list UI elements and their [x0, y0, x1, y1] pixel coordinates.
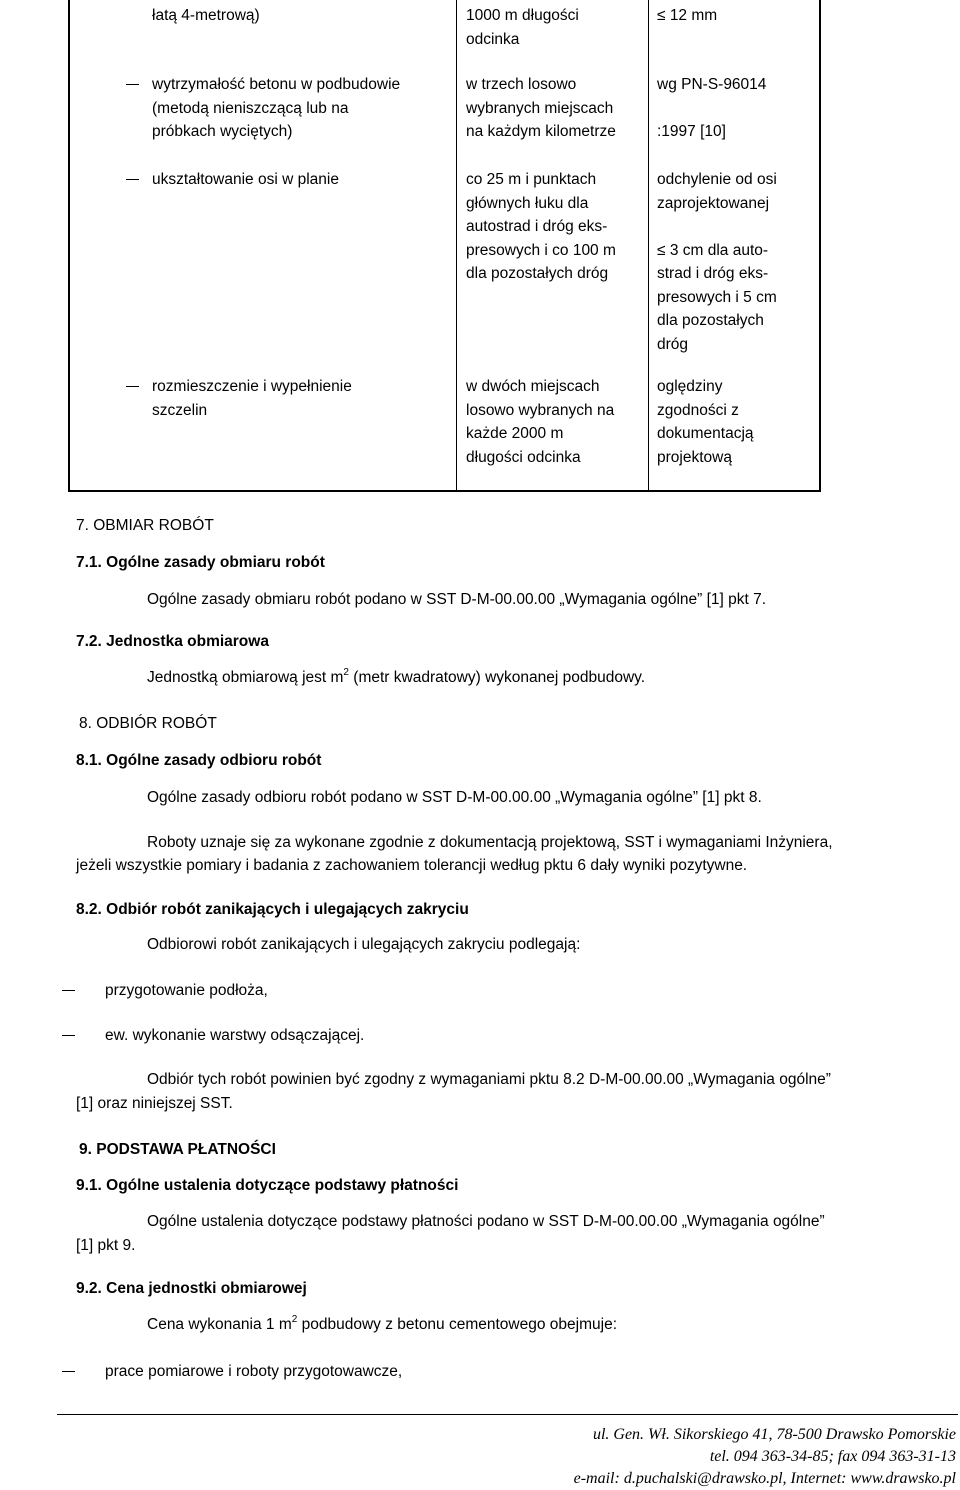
- cell-line: ukształtowanie osi w planie: [152, 171, 339, 188]
- cell-line: łatą 4-metrową): [152, 7, 260, 24]
- cell-line: odcinka: [466, 30, 520, 48]
- table-row-3-criterion: [152, 168, 339, 192]
- section-7-2-heading: 7.2. Jednostka obmiarowa: [76, 633, 269, 650]
- text-part: Jednostką obmiarową jest m: [147, 669, 344, 686]
- superscript: 2: [291, 1313, 298, 1325]
- table-border-left: [68, 0, 70, 491]
- cell-line: [657, 97, 766, 121]
- dash-bullet: [62, 990, 75, 991]
- table-row-3-frequency: [466, 168, 616, 286]
- dash-bullet: [126, 84, 139, 85]
- cell-line: głównych łuku dla: [466, 194, 589, 212]
- cell-line: autostrad i dróg eks-: [466, 218, 608, 235]
- list-item: przygotowanie podłoża,: [105, 982, 268, 999]
- cell-line: długości odcinka: [466, 448, 581, 466]
- footer-contact: e-mail: d.puchalski@drawsko.pl, Internet: www.drawsko.pl: [573, 1470, 956, 1487]
- footer-phone: tel. 094 363-34-85; fax 094 363-31-13: [709, 1448, 956, 1465]
- cell-line: 1000 m długości: [466, 7, 579, 24]
- cell-line: oględziny: [657, 378, 723, 395]
- cell-line: :1997 [10]: [657, 123, 726, 140]
- cell-line: w dwóch miejscach: [466, 378, 600, 395]
- cell-line: presowych i co 100 m: [466, 241, 616, 259]
- cell-line: ≤ 12 mm: [657, 7, 718, 24]
- section-8-2-heading: 8.2. Odbiór robót zanikających i ulegających zakryciu: [76, 901, 469, 918]
- table-row-1-criterion: [152, 4, 260, 28]
- cell-line: strad i dróg eks-: [657, 265, 769, 282]
- paragraph-line: Odbiór tych robót powinien być zgodny z wymaganiami pktu 8.2 D-M-00.00.00 „Wymagania ogólne”: [147, 1071, 831, 1088]
- cell-line: losowo wybranych na: [466, 401, 615, 419]
- section-7-2-text: [147, 666, 645, 689]
- text-part: podbudowy z betonu cementowego obejmuje:: [297, 1316, 617, 1333]
- section-8-2-intro: Odbiorowi robót zanikających i ulegających zakryciu podlegają:: [147, 936, 581, 953]
- cell-line: presowych i 5 cm: [657, 288, 777, 306]
- table-row-2-tolerance: [657, 73, 766, 144]
- cell-line: na każdym kilometrze: [466, 123, 616, 140]
- cell-line: wytrzymałość betonu w podbudowie: [152, 76, 401, 93]
- section-9-1-heading: 9.1. Ogólne ustalenia dotyczące podstawy płatności: [76, 1177, 459, 1194]
- cell-line: w trzech losowo: [466, 76, 577, 93]
- cell-line: ≤ 3 cm dla auto-: [657, 241, 769, 259]
- cell-line: wybranych miejscach: [466, 99, 614, 117]
- section-8-1-heading: 8.1. Ogólne zasady odbioru robót: [76, 752, 322, 769]
- table-row-3-tolerance: [657, 168, 777, 356]
- section-8-1-text: Ogólne zasady odbioru robót podano w SST D-M-00.00.00 „Wymagania ogólne” [1] pkt 8.: [147, 789, 762, 806]
- dash-bullet: [62, 1035, 75, 1036]
- table-row-2-frequency: [466, 73, 616, 144]
- section-8-heading: 8. ODBIÓR ROBÓT: [79, 715, 217, 732]
- dash-bullet: [126, 386, 139, 387]
- table-border-right: [819, 0, 821, 491]
- cell-line: projektową: [657, 448, 732, 466]
- paragraph-line: Roboty uznaje się za wykonane zgodnie z dokumentacją projektową, SST i wymaganiami Inżyniera,: [147, 834, 833, 851]
- section-9-2-text: [147, 1313, 617, 1336]
- dash-bullet: [126, 179, 139, 180]
- cell-line: [657, 215, 777, 239]
- section-9-heading: 9. PODSTAWA PŁATNOŚCI: [79, 1141, 276, 1158]
- section-7-1-text: Ogólne zasady obmiaru robót podano w SST D-M-00.00.00 „Wymagania ogólne” [1] pkt 7.: [147, 591, 767, 608]
- footer-address: ul. Gen. Wł. Sikorskiego 41, 78-500 Drawsko Pomorskie: [592, 1426, 956, 1443]
- list-item: ew. wykonanie warstwy odsączającej.: [105, 1027, 365, 1044]
- section-7-heading: 7. OBMIAR ROBÓT: [76, 517, 214, 534]
- cell-line: rozmieszczenie i wypełnienie: [152, 378, 352, 395]
- cell-line: (metodą nieniszczącą lub na: [152, 99, 349, 117]
- cell-line: co 25 m i punktach: [466, 171, 597, 188]
- section-7-1-heading: 7.1. Ogólne zasady obmiaru robót: [76, 554, 325, 571]
- cell-line: dróg: [657, 335, 689, 353]
- cell-line: dla pozostałych dróg: [466, 265, 609, 282]
- table-row-2-criterion: [152, 73, 400, 144]
- text-part: (metr kwadratowy) wykonanej podbudowy.: [348, 669, 646, 686]
- table-border-bottom: [68, 490, 821, 492]
- cell-line: zgodności z: [657, 401, 739, 419]
- footer-divider: [57, 1414, 958, 1415]
- list-item: prace pomiarowe i roboty przygotowawcze,: [105, 1363, 403, 1380]
- cell-line: próbkach wyciętych): [152, 123, 293, 140]
- table-row-4-frequency: [466, 375, 614, 469]
- cell-line: szczelin: [152, 401, 208, 419]
- table-row-1-tolerance: [657, 4, 717, 28]
- cell-line: odchylenie od osi: [657, 171, 777, 188]
- cell-line: zaprojektowanej: [657, 194, 770, 212]
- paragraph-line: [1] oraz niniejszej SST.: [76, 1095, 233, 1112]
- cell-line: wg PN-S-96014: [657, 76, 767, 93]
- paragraph-line: Ogólne ustalenia dotyczące podstawy płatności podano w SST D-M-00.00.00 „Wymagania ogólne”: [147, 1213, 825, 1230]
- text-part: Cena wykonania 1 m: [147, 1316, 292, 1333]
- table-border-col2: [456, 0, 457, 491]
- cell-line: każde 2000 m: [466, 425, 564, 442]
- dash-bullet: [62, 1371, 75, 1372]
- table-border-col3: [648, 0, 649, 491]
- paragraph-line: [1] pkt 9.: [76, 1237, 136, 1254]
- table-row-4-tolerance: [657, 375, 754, 469]
- section-9-2-heading: 9.2. Cena jednostki obmiarowej: [76, 1280, 307, 1297]
- paragraph-line: jeżeli wszystkie pomiary i badania z zachowaniem tolerancji według pktu 6 dały wyniki pozytywne.: [76, 857, 748, 874]
- table-row-1-frequency: [466, 4, 579, 51]
- cell-line: dla pozostałych: [657, 312, 764, 329]
- table-row-4-criterion: [152, 375, 352, 422]
- cell-line: dokumentacją: [657, 425, 754, 442]
- superscript: 2: [343, 666, 349, 678]
